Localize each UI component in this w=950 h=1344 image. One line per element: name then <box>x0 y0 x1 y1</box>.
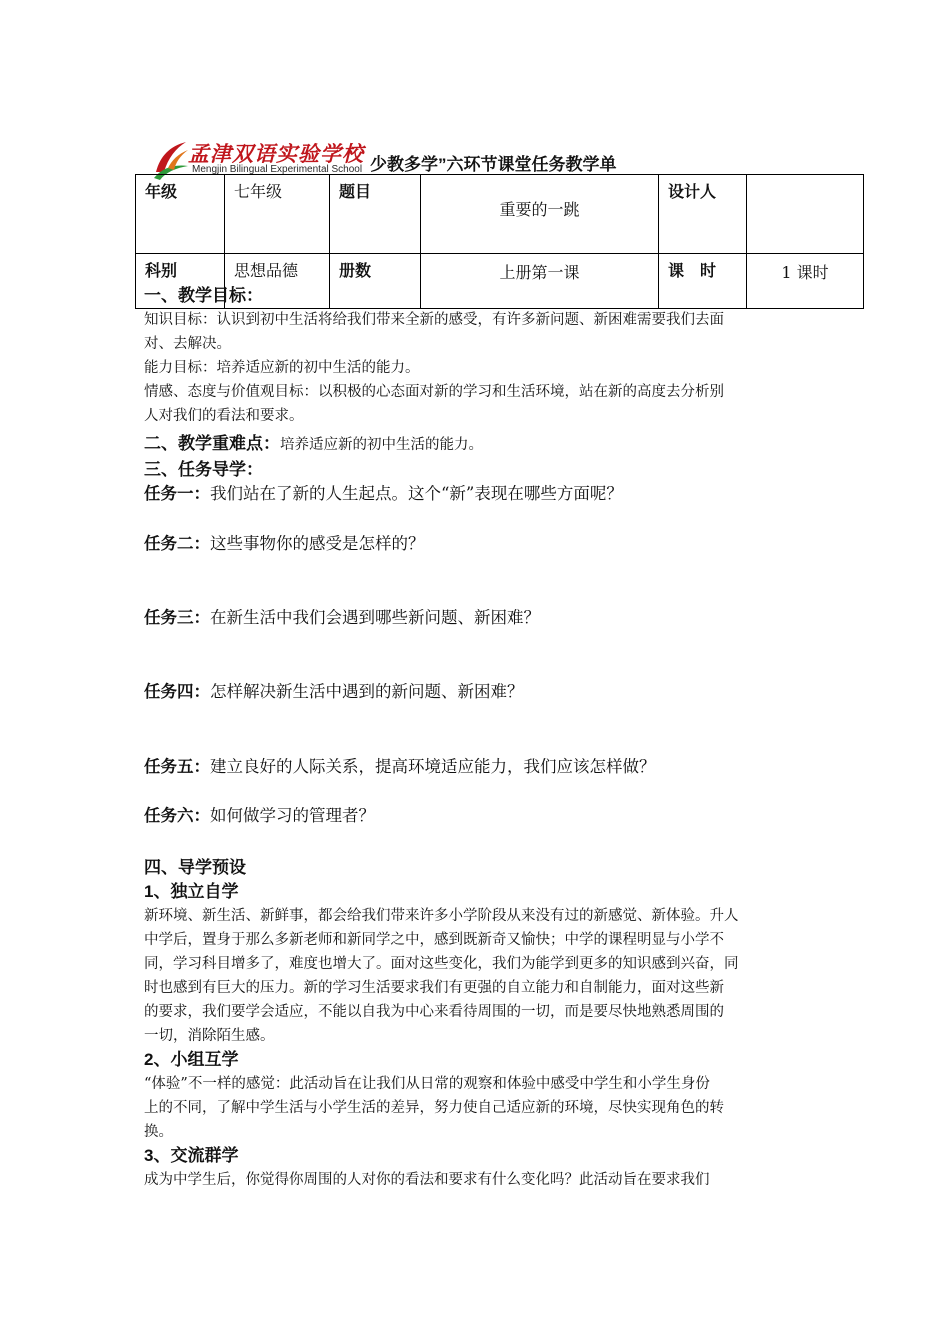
task-item <box>144 680 814 704</box>
task-label: 任务一： <box>144 485 210 503</box>
knowledge-goal-line: 对、去解决。 <box>144 336 231 352</box>
section-heading: 二、教学重难点： <box>144 434 280 453</box>
task-label: 任务二： <box>144 535 210 553</box>
task-item <box>144 755 814 779</box>
subject-value: 思想品德 <box>225 254 330 309</box>
task-text: 建立良好的人际关系，提高环境适应能力，我们应该怎样做？ <box>210 757 656 776</box>
table-row <box>136 175 864 254</box>
task-label: 任务六： <box>144 807 210 825</box>
paragraph-line: “体验”不一样的感觉：此活动旨在让我们从日常的观察和体验中感受中学生和小学生身份 <box>144 1076 710 1092</box>
key-point-text: 培养适应新的初中生活的能力。 <box>280 437 483 453</box>
school-name-en: Mengjin Bilingual Experimental School <box>192 164 363 175</box>
topic-value: 重要的一跳 <box>421 175 659 254</box>
paragraph-line: 换。 <box>144 1124 173 1140</box>
paragraph-line: 成为中学生后，你觉得你周围的人对你的看法和要求有什么变化吗？此活动旨在要求我们 <box>144 1172 710 1188</box>
document-title: 少教多学”六环节课堂任务教学单 <box>370 155 617 174</box>
ability-goal: 能力目标：培养适应新的初中生活的能力。 <box>144 360 420 376</box>
task-text: 如何做学习的管理者？ <box>210 806 375 825</box>
paragraph-line: 一切，消除陌生感。 <box>144 1028 275 1044</box>
section-preset <box>144 856 814 1192</box>
grade-value: 七年级 <box>225 175 330 254</box>
task-item <box>144 606 814 630</box>
task-text: 怎样解决新生活中遇到的新问题、新困难？ <box>210 682 524 701</box>
knowledge-goal-line: 知识目标：认识到初中生活将给我们带来全新的感受，有许多新问题、新困难需要我们去面 <box>144 312 724 328</box>
subsection-heading: 3、交流群学 <box>144 1146 239 1165</box>
paragraph-line: 中学后，置身于那么多新老师和新同学之中，感到既新奇又愉快；中学的课程明显与小学不 <box>144 932 724 948</box>
section-heading: 三、任务导学： <box>144 460 263 479</box>
designer-label: 设计人 <box>659 175 747 254</box>
volume-label: 册数 <box>330 254 421 309</box>
task-item <box>144 804 814 828</box>
task-label: 任务三： <box>144 609 210 627</box>
subject-label: 科别 <box>136 254 225 309</box>
task-item <box>144 532 814 556</box>
period-value: 1 课时 <box>747 254 864 309</box>
task-label: 任务五： <box>144 758 210 776</box>
emotion-goal-line: 人对我们的看法和要求。 <box>144 408 304 424</box>
task-text: 这些事物你的感受是怎样的？ <box>210 534 425 553</box>
section-key-points <box>144 432 814 457</box>
paragraph-line: 时也感到有巨大的压力。新的学习生活要求我们有更强的自立能力和自制能力，面对这些新 <box>144 980 724 996</box>
designer-value <box>747 175 864 254</box>
topic-label: 题目 <box>330 175 421 254</box>
section-objectives <box>144 284 814 428</box>
paragraph-line: 上的不同，了解中学生活与小学生活的差异，努力使自己适应新的环境，尽快实现角色的转 <box>144 1100 724 1116</box>
task-label: 任务四： <box>144 683 210 701</box>
volume-value: 上册第一课 <box>421 254 659 309</box>
task-text: 我们站在了新的人生起点。这个“新”表现在哪些方面呢？ <box>210 484 623 503</box>
school-name-cn: 孟津双语实验学校 <box>188 141 364 166</box>
grade-label: 年级 <box>136 175 225 254</box>
subsection-heading: 2、小组互学 <box>144 1050 239 1069</box>
paragraph-line: 的要求，我们要学会适应，不能以自我为中心来看待周围的一切，而是要尽快地熟悉周围的 <box>144 1004 724 1020</box>
task-item <box>144 482 814 506</box>
subsection-heading: 1、独立自学 <box>144 882 239 901</box>
section-heading: 一、教学目标： <box>144 286 263 305</box>
emotion-goal-line: 情感、态度与价值观目标：以积极的心态面对新的学习和生活环境，站在新的高度去分析别 <box>144 384 724 400</box>
paragraph-line: 同，学习科目增多了，难度也增大了。面对这些变化，我们为能学到更多的知识感到兴奋，同 <box>144 956 739 972</box>
period-label: 课 时 <box>659 254 747 309</box>
paragraph-line: 新环境、新生活、新鲜事，都会给我们带来许多小学阶段从来没有过的新感觉、新体验。升人 <box>144 908 739 924</box>
task-text: 在新生活中我们会遇到哪些新问题、新困难？ <box>210 608 540 627</box>
section-heading: 四、导学预设 <box>144 858 246 877</box>
section-tasks <box>144 458 814 482</box>
